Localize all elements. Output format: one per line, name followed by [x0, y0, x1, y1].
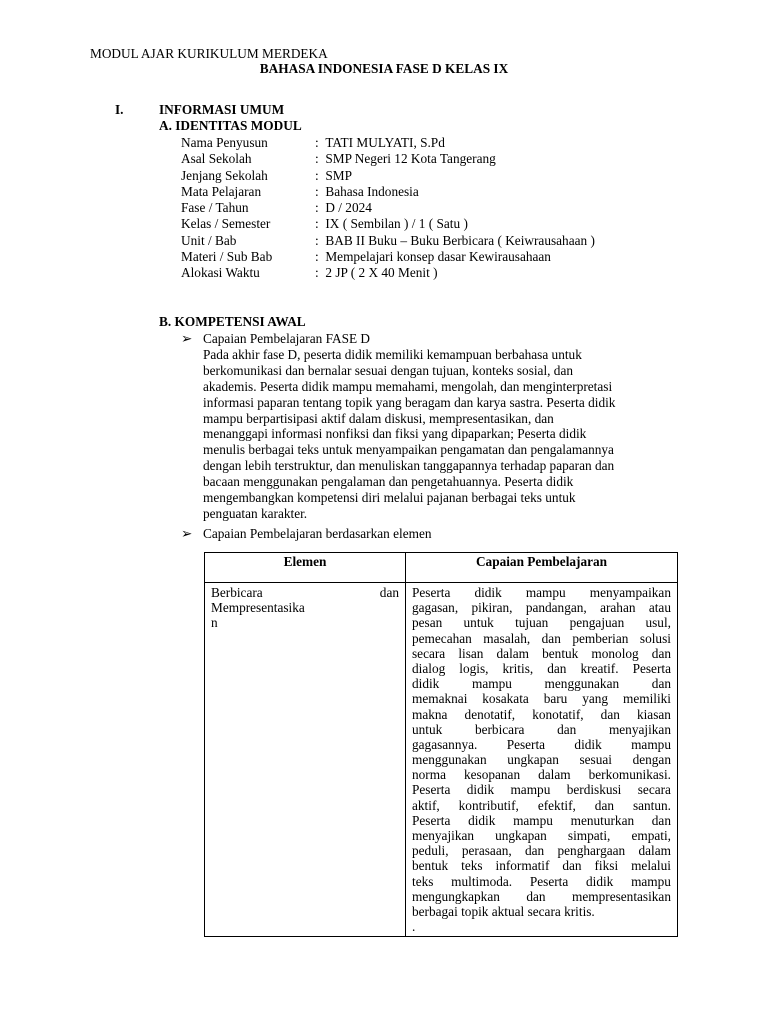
cell-line [412, 600, 671, 615]
cell-word: gagasannya. [412, 736, 478, 752]
cell-word: dan [379, 585, 399, 600]
cell-word: mampu [510, 782, 551, 798]
cell-word: Peserta [632, 660, 671, 676]
cell-word: Berbicara [211, 585, 263, 600]
cell-word: kesopanan [463, 767, 521, 783]
cell-word: dengan [632, 752, 671, 768]
cell-word: menyampaikan [589, 585, 671, 600]
cell-word: dan [557, 721, 577, 737]
cell-word: fiksi [594, 858, 619, 874]
cell-line [412, 782, 671, 797]
cell-word: kontributif, [458, 797, 519, 813]
cell-word: dan [651, 676, 671, 692]
cell-word: efektif, [537, 797, 576, 813]
cell-word: menggunakan [412, 752, 487, 768]
cell-word: dan [600, 706, 620, 722]
cell-word: bentuk [542, 645, 579, 661]
cell-word: didik [574, 736, 602, 752]
module-subtitle: BAHASA INDONESIA FASE D KELAS IX [259, 61, 509, 76]
identity-value-wrap [315, 216, 468, 232]
identity-value: SMP Negeri 12 Kota Tangerang [325, 151, 496, 167]
cell-capaian [406, 583, 678, 937]
identity-label: Kelas / Semester [181, 216, 271, 232]
identity-value: Mempelajari konsep dasar Kewirausahaan [325, 249, 551, 265]
paragraph-line: mampu berpartisipasi aktif dalam diskusi, mempresentasikan, dan [203, 410, 554, 426]
cell-word: kreatif. [580, 660, 619, 676]
identity-value-wrap [315, 168, 352, 184]
table-header-row [205, 553, 678, 583]
cell-word: solusi [639, 630, 671, 646]
cell-word: didik [468, 812, 496, 828]
cell-word: mampu [631, 873, 671, 889]
arrow-bullet-icon: ➢ [181, 331, 193, 346]
cell-word: mampu [631, 736, 671, 752]
cell-word: menggunakan [544, 676, 620, 692]
table-row [205, 583, 678, 937]
cell-word: Peserta [506, 736, 546, 752]
cell-line [412, 752, 671, 767]
paragraph-line: akademis. Peserta didik mampu memahami, mengolah, dan menginterpretasi [203, 378, 613, 394]
cell-line [412, 904, 671, 919]
bullet-capaian-elemen [181, 526, 432, 542]
cell-word: didik [412, 676, 440, 692]
identity-label: Materi / Sub Bab [181, 249, 273, 265]
cell-word: mengungkapkan [412, 888, 500, 904]
cell-word: Peserta [529, 873, 569, 889]
identity-value-wrap [315, 265, 438, 281]
cell-word: secara [412, 645, 446, 661]
identity-label: Unit / Bab [181, 232, 237, 248]
cell-word: bentuk [412, 858, 449, 874]
competence-paragraph [203, 347, 673, 522]
identity-label: Asal Sekolah [181, 151, 252, 167]
cell-line [412, 813, 671, 828]
bullet-capaian-fase-d [181, 331, 370, 347]
cell-word: didik [466, 782, 495, 798]
cell-line [412, 661, 671, 676]
identity-value: Bahasa Indonesia [325, 183, 419, 199]
section-number: I. [115, 102, 124, 117]
arrow-bullet-icon: ➢ [181, 526, 193, 541]
cell-word: empati, [631, 828, 671, 843]
cell-word: santun. [632, 797, 671, 813]
cell-word: denotatif, [464, 706, 516, 722]
cell-word: yang [582, 691, 609, 707]
cell-line [412, 828, 671, 843]
cell-word: norma [412, 767, 446, 783]
cell-word: dan [541, 630, 561, 646]
identity-separator: : [315, 183, 319, 199]
cell-line [412, 631, 671, 646]
cell-word: berkomunikasi. [588, 767, 671, 783]
cell-line [412, 676, 671, 691]
cell-word: didik [474, 585, 502, 600]
cell-word: memiliki [622, 691, 671, 707]
cell-word: multimoda. [451, 873, 513, 889]
cell-line [412, 767, 671, 782]
cell-line [412, 858, 671, 873]
identity-value: D / 2024 [325, 200, 372, 216]
cell-word: konotatif, [532, 706, 584, 722]
cell-word: mampu [513, 812, 553, 828]
cell-word: arahan [600, 600, 636, 616]
cell-word: didik [585, 873, 614, 889]
cell-word: dalam [538, 767, 571, 783]
cell-word: dan [594, 797, 614, 813]
paragraph-line: mengembangkan kompetensi diri melalui pajanan berbagai teks untuk [203, 490, 576, 506]
identity-separator: : [315, 232, 319, 248]
cell-word: teks [461, 858, 483, 874]
cell-line [412, 874, 671, 889]
cell-line [412, 722, 671, 737]
identity-separator: : [315, 167, 319, 183]
cell-word: monolog [591, 645, 639, 661]
cell-word: pemecahan [412, 630, 472, 646]
cell-word: ungkapan [495, 828, 547, 843]
paragraph-line: menulis berbagai teks untuk menyampaikan pengamatan dan pengalamannya [203, 442, 614, 458]
cell-word: aktif, [412, 797, 440, 813]
cell-word: mampu [472, 676, 512, 692]
identity-label: Mata Pelajaran [181, 183, 262, 199]
cell-word: perasaan, [461, 843, 512, 859]
identity-label: Jenjang Sekolah [181, 167, 268, 183]
cell-line [412, 707, 671, 722]
cell-word: sesuai [579, 752, 612, 768]
bullet-label: Capaian Pembelajaran FASE D [203, 331, 371, 346]
identity-label: Alokasi Waktu [181, 265, 260, 281]
identity-value: BAB II Buku – Buku Berbicara ( Keiwrausahaan ) [325, 232, 595, 248]
cell-line [412, 843, 671, 858]
cell-line [412, 919, 671, 934]
cell-word: Peserta [412, 782, 451, 798]
identity-separator: : [315, 151, 319, 167]
column-header-capaian: Capaian Pembelajaran [406, 553, 678, 583]
paragraph-line: menanggapi informasi nonfiksi dan fiksi yang dipaparkan; Peserta didik [203, 426, 587, 442]
identity-value-wrap [315, 151, 496, 167]
cell-word: Mempresentasika [211, 600, 305, 616]
cell-word: menuturkan [570, 812, 635, 828]
paragraph-line: dengan lebih terstruktur, dan menuliskan tanggapannya terhadap paparan dan [203, 458, 615, 474]
cell-elemen [205, 583, 406, 937]
cell-word: untuk [463, 615, 494, 631]
cell-word: usul, [645, 615, 671, 631]
cell-word: kritis, [502, 660, 534, 676]
cell-word: pikiran, [471, 600, 513, 616]
cell-word: pesan [412, 615, 443, 631]
identity-value-wrap [315, 184, 419, 200]
cell-word: pandangan, [525, 600, 587, 616]
cell-word: n [211, 615, 218, 631]
cell-word: dan [651, 645, 671, 661]
identity-separator: : [315, 135, 319, 150]
section-title: INFORMASI UMUM [159, 102, 285, 117]
identity-separator: : [315, 216, 319, 232]
cell-word: informatif [495, 858, 550, 874]
cell-word: kiasan [636, 706, 671, 722]
cell-line [412, 798, 671, 813]
paragraph-line: berkomunikasi dan bernalar sesuai dengan tujuan, konteks sosial, dan [203, 362, 574, 378]
cell-word: dan [526, 888, 546, 904]
paragraph-line: Pada akhir fase D, peserta didik memiliki kemampuan berbahasa untuk [203, 347, 582, 362]
cell-word: berbagai topik aktual secara kritis. [412, 903, 595, 919]
cell-word: mampu [525, 585, 566, 600]
cell-word: baru [543, 691, 568, 707]
cell-word: gagasan, [412, 600, 459, 616]
cell-word: dan [547, 660, 567, 676]
module-header: MODUL AJAR KURIKULUM MERDEKA [90, 46, 328, 61]
cell-line [211, 585, 399, 600]
paragraph-line: bacaan menggunakan pengalaman dan pengetahuannya. Peserta didik [203, 474, 574, 490]
cell-word: simpati, [567, 828, 611, 843]
identity-value-wrap [315, 249, 551, 265]
cell-word: dalam [638, 843, 671, 859]
identity-separator: : [315, 265, 319, 281]
cell-word: mempresentasikan [572, 888, 671, 904]
cell-line [211, 600, 399, 615]
subsection-identity-title: A. IDENTITAS MODUL [159, 118, 302, 133]
paragraph-line: informasi paparan tentang topik yang beragam dan karya sastra. Peserta didik [203, 394, 616, 410]
identity-value-wrap [315, 200, 372, 216]
identity-label: Fase / Tahun [181, 200, 249, 216]
cell-word: memaknai [412, 691, 468, 707]
bullet-label: Capaian Pembelajaran berdasarkan elemen [203, 526, 432, 541]
identity-value: IX ( Sembilan ) / 1 ( Satu ) [325, 216, 468, 232]
cell-word: menyajikan [608, 721, 671, 737]
cell-word: dalam [496, 645, 530, 661]
cell-word: ungkapan [507, 752, 559, 768]
cell-word: dan [651, 812, 671, 828]
cell-word: pengajuan [569, 615, 625, 631]
cell-word: secara [637, 782, 671, 798]
identity-value: SMP [325, 167, 352, 183]
cell-word: dan [525, 843, 545, 859]
cell-word: . [412, 919, 416, 935]
cell-line [211, 615, 399, 630]
identity-value-wrap [315, 233, 595, 249]
cell-line [412, 646, 671, 661]
cell-word: masalah, [483, 630, 531, 646]
learning-outcomes-table [204, 552, 678, 937]
cell-word: pemberian [572, 630, 629, 646]
cell-word: teks [412, 873, 434, 889]
identity-separator: : [315, 200, 319, 216]
cell-line [412, 889, 671, 904]
cell-word: atau [648, 600, 671, 616]
cell-word: peduli, [412, 843, 449, 859]
cell-line [412, 691, 671, 706]
cell-word: melalui [631, 858, 671, 874]
identity-value: TATI MULYATI, S.Pd [325, 135, 445, 150]
cell-word: tujuan [515, 615, 549, 631]
cell-word: kosakata [482, 691, 529, 707]
identity-value-wrap [315, 135, 445, 151]
cell-word: logis, [459, 660, 489, 676]
cell-word: Peserta [412, 812, 451, 828]
identity-label: Nama Penyusun [181, 135, 268, 150]
identity-value: 2 JP ( 2 X 40 Menit ) [325, 265, 438, 281]
cell-word: penghargaan [557, 843, 626, 859]
identity-separator: : [315, 249, 319, 265]
cell-word: berdiskusi [566, 782, 622, 798]
subsection-competence-title: B. KOMPETENSI AWAL [159, 314, 306, 329]
cell-word: lisan [458, 645, 484, 661]
cell-word: Peserta [412, 585, 451, 600]
cell-word: makna [412, 706, 448, 722]
column-header-elemen: Elemen [205, 553, 406, 583]
cell-word: menyajikan [412, 828, 475, 843]
cell-word: dan [562, 858, 582, 874]
cell-line [412, 615, 671, 630]
cell-word: untuk [412, 721, 443, 737]
cell-line [412, 585, 671, 600]
cell-word: dialog [412, 660, 446, 676]
cell-line [412, 737, 671, 752]
paragraph-line: penguatan karakter. [203, 505, 308, 521]
cell-word: berbicara [474, 721, 525, 737]
